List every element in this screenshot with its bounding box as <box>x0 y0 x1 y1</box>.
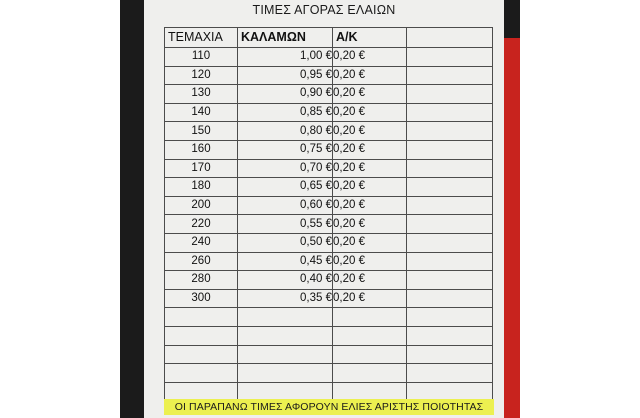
qty-cell: 280 <box>165 271 238 290</box>
empty-cell <box>407 159 493 178</box>
ak-price-cell: 0,20 € <box>333 252 407 271</box>
qty-cell: 110 <box>165 48 238 67</box>
qty-cell: 200 <box>165 196 238 215</box>
empty-cell <box>407 289 493 308</box>
table-header-row <box>165 28 493 48</box>
price-table-body <box>165 48 493 401</box>
price-sheet <box>144 0 504 418</box>
kalamon-price-cell <box>238 308 333 327</box>
qty-cell: 140 <box>165 103 238 122</box>
ak-price-cell <box>333 345 407 364</box>
ak-price-cell <box>333 326 407 345</box>
qty-cell: 170 <box>165 159 238 178</box>
kalamon-price-cell: 0,55 € <box>238 215 333 234</box>
ak-price-cell <box>333 382 407 401</box>
table-row <box>165 85 493 104</box>
kalamon-price-cell: 0,80 € <box>238 122 333 141</box>
empty-cell <box>407 48 493 67</box>
table-row <box>165 159 493 178</box>
kalamon-price-cell <box>238 345 333 364</box>
kalamon-price-cell: 0,85 € <box>238 103 333 122</box>
ak-price-cell: 0,20 € <box>333 215 407 234</box>
ak-price-cell: 0,20 € <box>333 159 407 178</box>
kalamon-price-cell: 0,70 € <box>238 159 333 178</box>
ak-price-cell: 0,20 € <box>333 289 407 308</box>
ak-price-cell: 0,20 € <box>333 271 407 290</box>
qty-cell: 180 <box>165 178 238 197</box>
kalamon-price-cell: 0,35 € <box>238 289 333 308</box>
ak-price-cell: 0,20 € <box>333 196 407 215</box>
empty-cell <box>407 271 493 290</box>
ak-price-cell: 0,20 € <box>333 48 407 67</box>
table-row <box>165 48 493 67</box>
ak-price-cell: 0,20 € <box>333 140 407 159</box>
quality-note-banner: ΟΙ ΠΑΡΑΠΑΝΩ ΤΙΜΕΣ ΑΦΟΡΟΥΝ ΕΛΙΕΣ ΑΡΙΣΤΗΣ ΠΟΙΟΤΗΤΑΣ <box>164 399 494 415</box>
ak-price-cell: 0,20 € <box>333 122 407 141</box>
empty-cell <box>407 364 493 383</box>
price-table <box>164 27 493 401</box>
kalamon-price-cell: 0,90 € <box>238 85 333 104</box>
ak-price-cell <box>333 308 407 327</box>
ak-price-cell: 0,20 € <box>333 178 407 197</box>
table-row <box>165 196 493 215</box>
qty-cell: 220 <box>165 215 238 234</box>
qty-cell: 260 <box>165 252 238 271</box>
empty-cell <box>407 122 493 141</box>
empty-cell <box>407 252 493 271</box>
table-row <box>165 122 493 141</box>
table-row <box>165 140 493 159</box>
header-qty: ΤΕΜΑΧΙΑ <box>165 28 238 48</box>
ak-price-cell <box>333 364 407 383</box>
qty-cell <box>165 345 238 364</box>
kalamon-price-cell: 0,65 € <box>238 178 333 197</box>
qty-cell <box>165 364 238 383</box>
qty-cell: 150 <box>165 122 238 141</box>
empty-cell <box>407 308 493 327</box>
photo-scene <box>120 0 520 418</box>
kalamon-price-cell <box>238 364 333 383</box>
table-row <box>165 308 493 327</box>
table-row <box>165 252 493 271</box>
header-ak: Α/Κ <box>333 28 407 48</box>
kalamon-price-cell: 0,60 € <box>238 196 333 215</box>
kalamon-price-cell <box>238 382 333 401</box>
table-row <box>165 233 493 252</box>
empty-cell <box>407 103 493 122</box>
kalamon-price-cell: 0,75 € <box>238 140 333 159</box>
empty-cell <box>407 178 493 197</box>
qty-cell <box>165 308 238 327</box>
qty-cell: 130 <box>165 85 238 104</box>
qty-cell: 240 <box>165 233 238 252</box>
empty-cell <box>407 196 493 215</box>
kalamon-price-cell: 0,95 € <box>238 66 333 85</box>
kalamon-price-cell: 1,00 € <box>238 48 333 67</box>
empty-cell <box>407 85 493 104</box>
empty-cell <box>407 233 493 252</box>
ak-price-cell: 0,20 € <box>333 85 407 104</box>
empty-cell <box>407 345 493 364</box>
empty-cell <box>407 215 493 234</box>
empty-cell <box>407 140 493 159</box>
table-row <box>165 382 493 401</box>
kalamon-price-cell <box>238 326 333 345</box>
qty-cell: 300 <box>165 289 238 308</box>
qty-cell: 120 <box>165 66 238 85</box>
kalamon-price-cell: 0,45 € <box>238 252 333 271</box>
table-row <box>165 289 493 308</box>
table-row <box>165 178 493 197</box>
kalamon-price-cell: 0,50 € <box>238 233 333 252</box>
ak-price-cell: 0,20 € <box>333 103 407 122</box>
table-row <box>165 326 493 345</box>
table-row <box>165 271 493 290</box>
empty-cell <box>407 326 493 345</box>
qty-cell: 160 <box>165 140 238 159</box>
sheet-title: ΤΙΜΕΣ ΑΓΟΡΑΣ ΕΛΑΙΩΝ <box>252 3 396 17</box>
qty-cell <box>165 382 238 401</box>
table-row <box>165 215 493 234</box>
qty-cell <box>165 326 238 345</box>
table-row <box>165 103 493 122</box>
ak-price-cell: 0,20 € <box>333 66 407 85</box>
header-empty <box>407 28 493 48</box>
table-row <box>165 66 493 85</box>
table-row <box>165 364 493 383</box>
empty-cell <box>407 382 493 401</box>
kalamon-price-cell: 0,40 € <box>238 271 333 290</box>
empty-cell <box>407 66 493 85</box>
header-kalamon: ΚΑΛΑΜΩΝ <box>238 28 333 48</box>
table-row <box>165 345 493 364</box>
ak-price-cell: 0,20 € <box>333 233 407 252</box>
